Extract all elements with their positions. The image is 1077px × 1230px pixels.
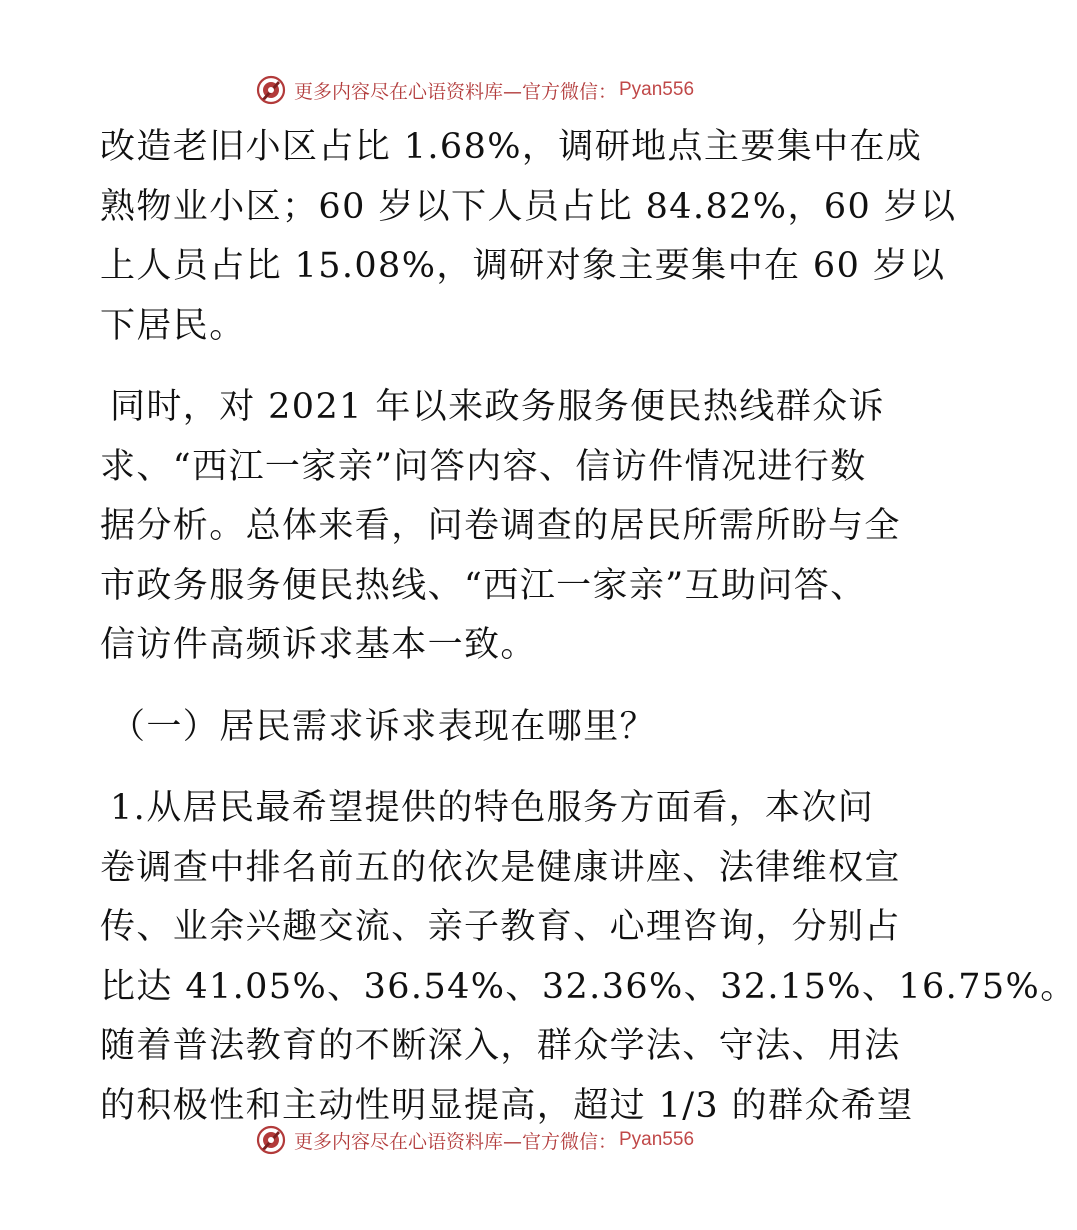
text-line: 市政务服务便民热线、“西江一家亲”互助问答、 (100, 565, 867, 606)
section-heading (100, 698, 852, 758)
quill-logo-icon (256, 1125, 286, 1155)
paragraph (100, 378, 901, 676)
text-line: 据分析。总体来看，问卷调查的居民所需所盼与全 (100, 506, 901, 546)
header-watermark (0, 70, 950, 110)
text-line: 求、“西江一家亲”问答内容、信访件情况进行数 (100, 446, 867, 487)
text-line: 的积极性和主动性明显提高，超过 1/3 的群众希望 (100, 1085, 914, 1126)
text-line: 比达 41.05%、36.54%、32.36%、32.15%、16.75%。 (100, 966, 1077, 1007)
text-line: 随着普法教育的不断深入，群众学法、守法、用法 (100, 1026, 901, 1066)
text-line: 同时，对 2021 年以来政务服务便民热线群众诉 (110, 387, 885, 427)
paragraph (100, 118, 957, 356)
text-line: 卷调查中排名前五的依次是健康讲座、法律维权宣 (100, 847, 901, 888)
footer-watermark (0, 1120, 950, 1160)
text-line: 熟物业小区；60 岁以下人员占比 84.82%，60 岁以 (100, 186, 957, 227)
watermark-wechat-id: Pyan556 (619, 1129, 695, 1150)
text-line: 传、业余兴趣交流、亲子教育、心理咨询，分别占 (100, 907, 901, 947)
text-line: 1.从居民最希望提供的特色服务方面看，本次问 (110, 788, 875, 828)
text-line: 信访件高频诉求基本一致。 (100, 625, 537, 665)
watermark-text: 更多内容尽在心语资料库—官方微信： (293, 80, 617, 103)
watermark-wechat-id: Pyan556 (619, 79, 695, 100)
watermark-text: 更多内容尽在心语资料库—官方微信： (293, 1130, 617, 1153)
paragraph (100, 779, 1077, 1136)
document-body (100, 118, 1077, 1136)
quill-logo-icon (256, 75, 286, 105)
text-line: 下居民。 (100, 305, 246, 346)
heading-line: （一）居民需求诉求表现在哪里？ (110, 706, 657, 747)
text-line: 上人员占比 15.08%，调研对象主要集中在 60 岁以 (100, 246, 946, 286)
text-line: 改造老旧小区占比 1.68%，调研地点主要集中在成 (100, 127, 923, 167)
